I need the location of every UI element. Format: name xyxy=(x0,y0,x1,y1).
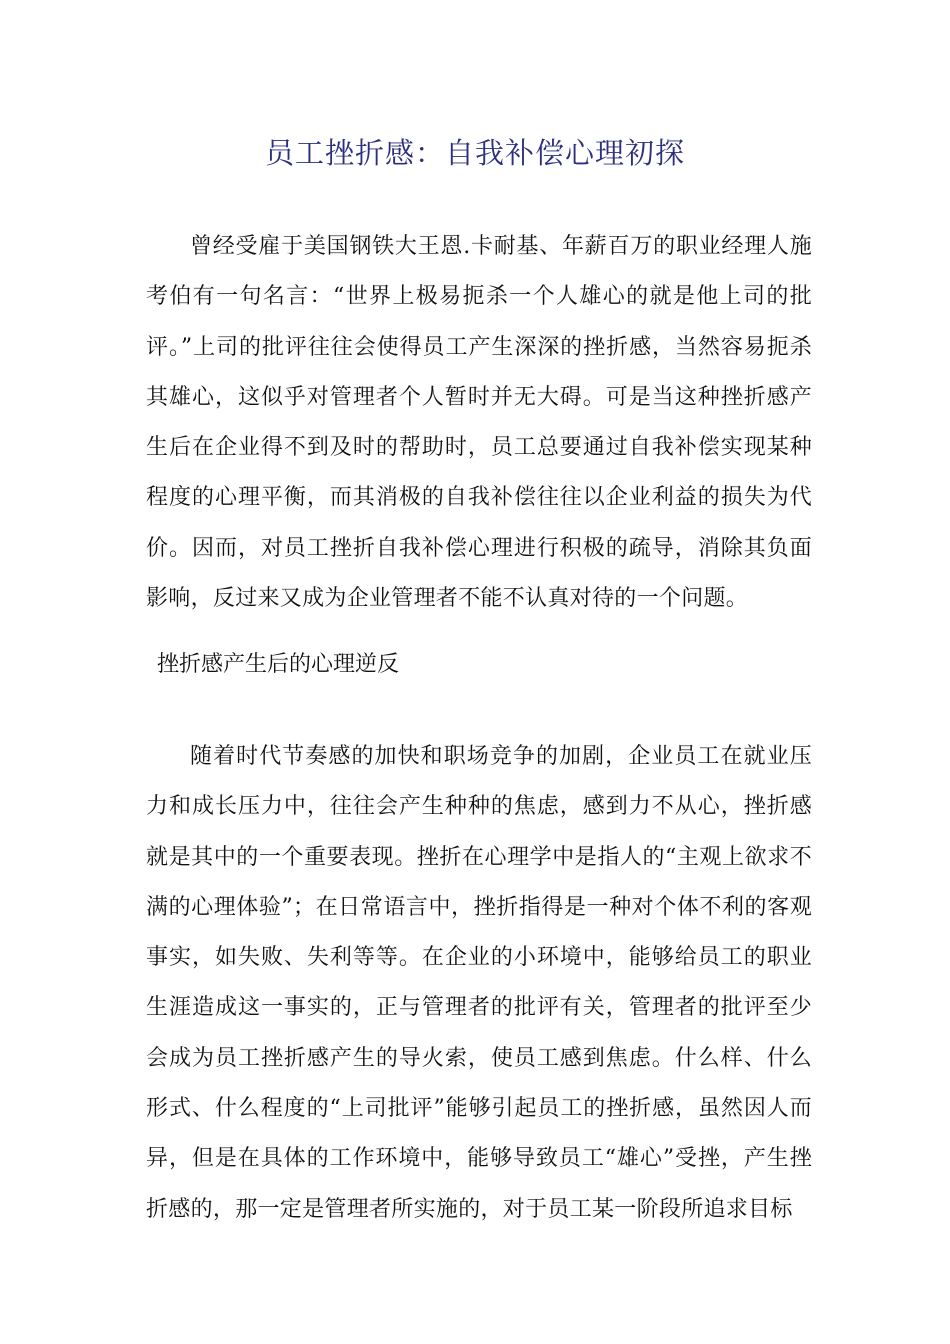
section-heading: 挫折感产生后的心理逆反 xyxy=(157,652,400,677)
document-title: 员工挫折感：自我补偿心理初探 xyxy=(264,136,685,170)
body-paragraph-section: 随着时代节奏感的加快和职场竞争的加剧，企业员工在就业压力和成长压力中，往往会产生种种的焦虑，感到力不从心，挫折感就是其中的一个重要表现。挫折在心理学中是指人的“主观上欲求不满的心理体验”；在日常语言中，挫折指得是一种对个体不利的客观事实，如失败、失利等等。在企业的小环境中，能够给员工的职业生涯造成这一事实的，正与管理者的批评有关，管理者的批评至少会成为员工挫折感产生的导火索，使员工感到焦虑。什么样、什么形式、什么程度的“上司批评”能够引起员工的挫折感，虽然因人而异，但是在具体的工作环境中，能够导致员工“雄心”受挫，产生挫折感的，那一定是管理者所实施的，对于员工某一阶段所追求目标 xyxy=(146,744,812,1222)
body-paragraph-intro: 曾经受雇于美国钢铁大王恩.卡耐基、年薪百万的职业经理人施考伯有一句名言：“世界上极易扼杀一个人雄心的就是他上司的批评。”上司的批评往往会使得员工产生深深的挫折感，当然容易扼杀其雄心，这似乎对管理者个人暂时并无大碍。可是当这种挫折感产生后在企业得不到及时的帮助时，员工总要通过自我补偿实现某种程度的心理平衡，而其消极的自我补偿往往以企业利益的损失为代价。因而，对员工挫折自我补偿心理进行积极的疏导，消除其负面影响，反过来又成为企业管理者不能不认真对待的一个问题。 xyxy=(146,234,812,612)
